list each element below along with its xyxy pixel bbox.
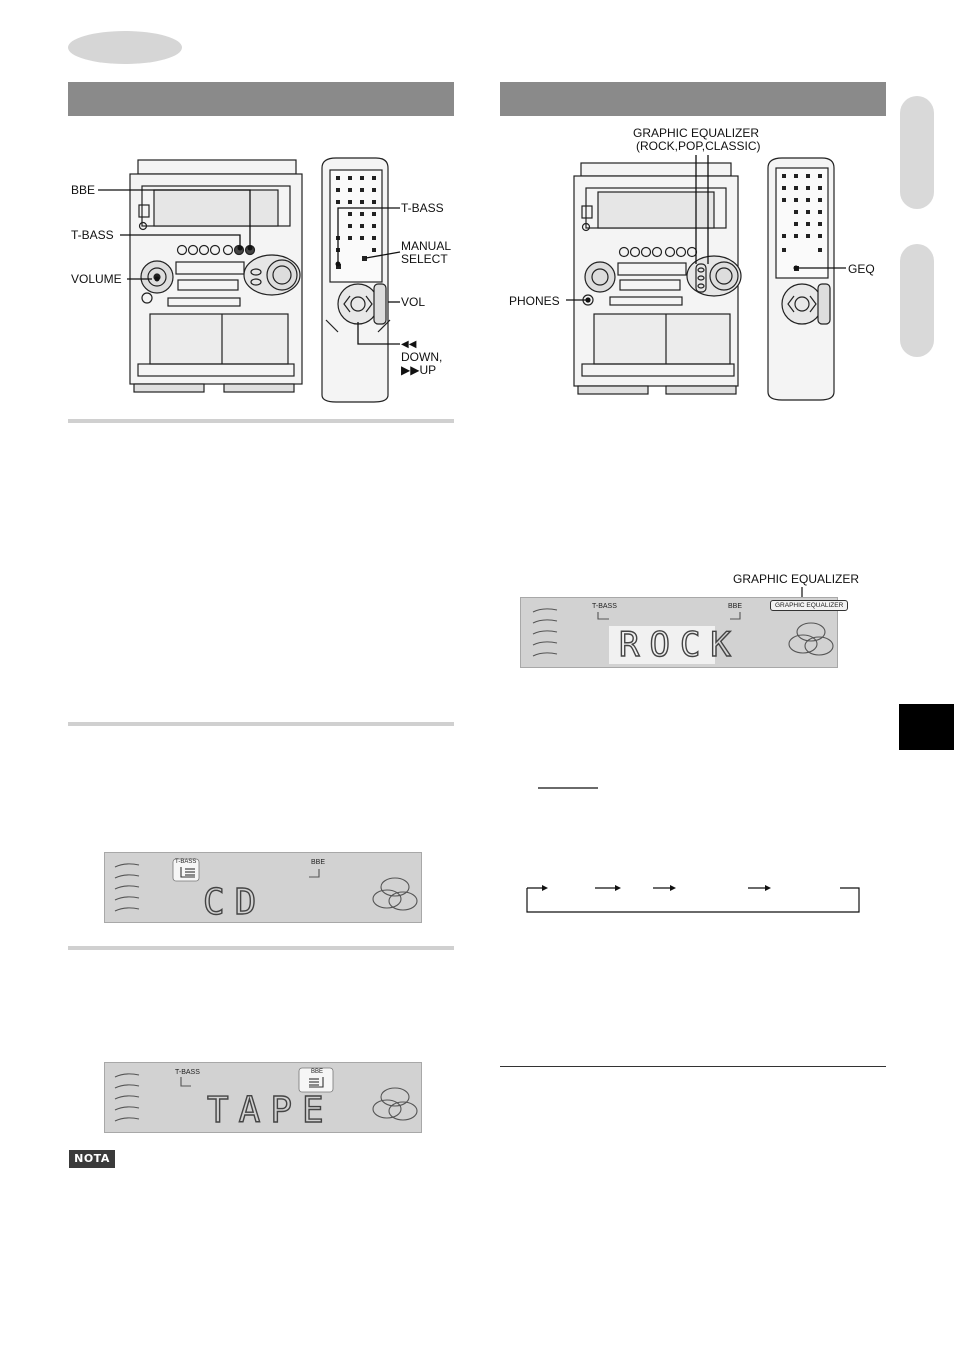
cd-t-bass-indicator: T-BASS bbox=[175, 859, 197, 865]
rock-display-text: ROCK bbox=[619, 625, 741, 665]
label-bbe: BBE bbox=[71, 183, 96, 197]
label-manual: MANUAL bbox=[401, 239, 452, 253]
rock-bbe-indicator: BBE bbox=[728, 603, 743, 610]
label-rewind-symbol: ◀◀ bbox=[401, 339, 417, 350]
label-select: SELECT bbox=[401, 252, 448, 266]
label-up: ▶▶UP bbox=[401, 363, 437, 377]
display-panel-cd bbox=[104, 852, 422, 923]
tape-display-text: TAPE bbox=[207, 1090, 334, 1131]
nota-badge: NOTA bbox=[69, 1150, 115, 1168]
tape-t-bass-indicator: T-BASS bbox=[175, 1069, 200, 1076]
display-panel-tape bbox=[104, 1062, 422, 1133]
label-vol: VOL bbox=[401, 295, 426, 309]
cd-display-text: CD bbox=[203, 882, 267, 923]
label-down: DOWN, bbox=[401, 350, 443, 364]
cd-bbe-indicator: BBE bbox=[311, 859, 326, 866]
label-phones: PHONES bbox=[509, 294, 560, 308]
label-t-bass-remote: T-BASS bbox=[401, 201, 444, 215]
label-geq-presets: (ROCK,POP,CLASSIC) bbox=[636, 139, 761, 153]
label-t-bass-unit: T-BASS bbox=[71, 228, 114, 242]
rock-t-bass-indicator: T-BASS bbox=[592, 603, 617, 610]
tape-bbe-indicator: BBE bbox=[311, 1069, 324, 1075]
label-geq: GEQ bbox=[848, 262, 875, 276]
rock-geq-badge: GRAPHIC EQUALIZER bbox=[770, 600, 848, 611]
label-geq-title: GRAPHIC EQUALIZER bbox=[633, 126, 760, 140]
rock-callout-label: GRAPHIC EQUALIZER bbox=[733, 572, 860, 586]
label-volume: VOLUME bbox=[71, 272, 122, 286]
